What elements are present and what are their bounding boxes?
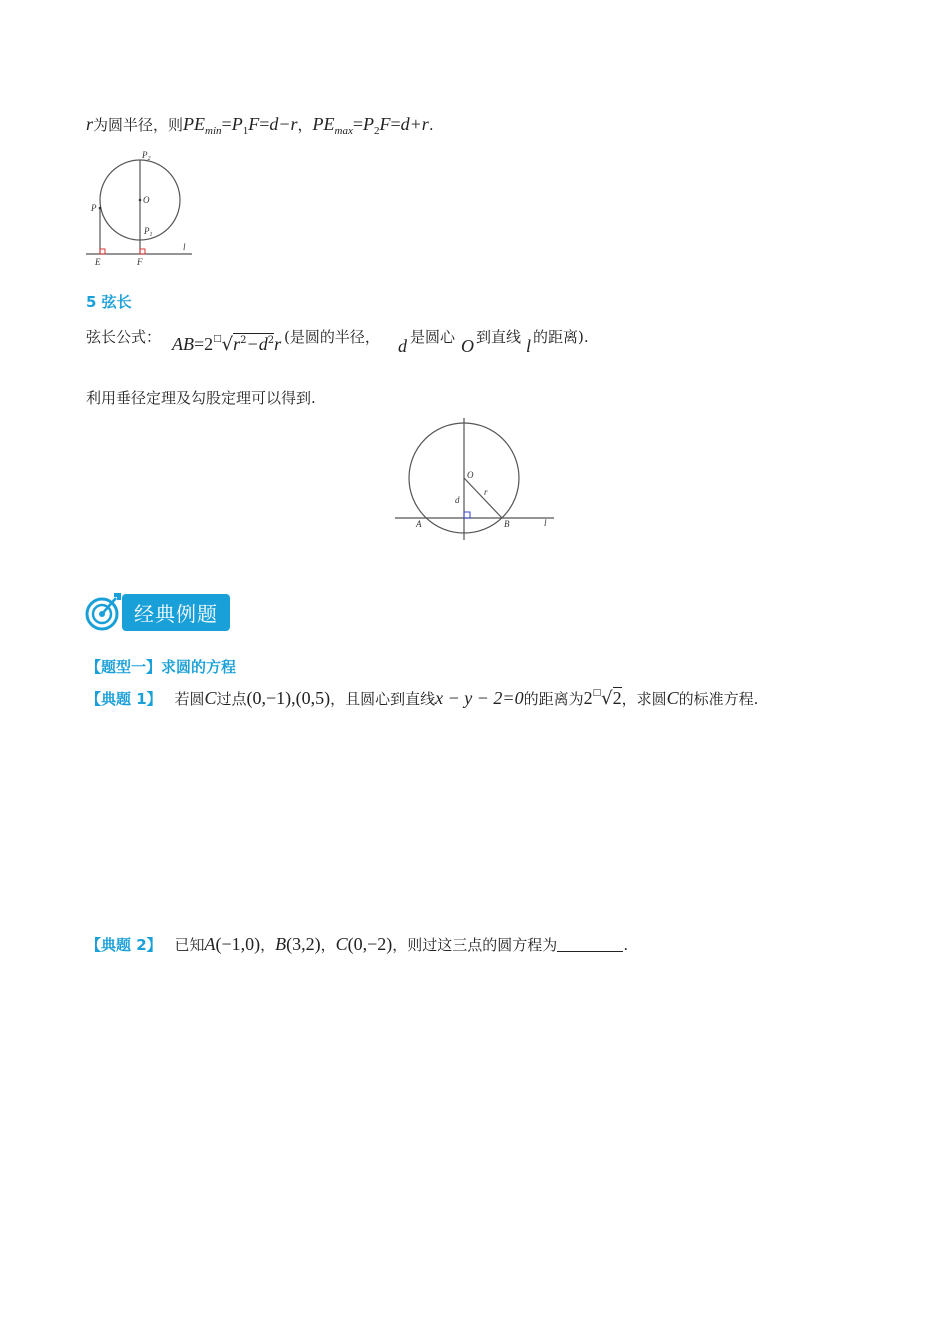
point-o [139,199,142,202]
question-2-label: 【典题 2】 [86,936,162,954]
p1f: $P_1F$ [231,114,260,137]
label-l: l [183,242,186,252]
d-plus-r: d+r [400,114,429,134]
circle-line-figure-1 [84,148,196,270]
section-title-chord: 5 弦长 [86,293,132,311]
type-title-1: 【题型一】求圆的方程 [86,658,237,676]
l-var: l [526,336,532,356]
chord-formula-line: 弦长公式： [86,328,162,346]
right-angle [464,512,470,518]
theorem-line: 利用垂径定理及勾股定理可以得到. [86,389,316,407]
p2f: $P_2F$ [363,114,391,137]
label-o: O [467,470,474,480]
chord-desc-3: 到直线 [476,328,522,346]
pe-min: $PE_{min}$ [183,114,222,137]
chord-desc-4: 的距离). [533,328,589,346]
label-p: P [91,203,97,213]
text: 为圆半径，则 [93,116,184,134]
point-p [99,207,102,210]
label-l: l [544,518,547,528]
chord-desc: (是圆的半径， [284,328,380,346]
answer-blank[interactable] [557,937,623,952]
question-1: 【典题 1】 若圆C过点(0,−1),(0,5)，且圆心到直线x − y − 2=0的距离为2□√2，求圆C的标准方程. [86,688,759,709]
right-angle-e [100,249,105,254]
label-a: A [416,519,422,529]
label-p2: $P_2$ [142,150,151,162]
pe-max: $PE_{max}$ [312,114,353,137]
label-e: E [95,257,101,267]
question-1-label: 【典题 1】 [86,690,162,708]
label-o: O [143,195,150,205]
chord-formula: $AB=2^□√r^2-d^2r$ [172,334,282,355]
target-dart-icon [84,590,124,632]
label-r: r [484,487,488,497]
label-f: F [137,257,143,267]
banner-classic-examples: 经典例题 [122,594,230,631]
d-minus-r: d−r [269,114,298,134]
r-var-chord: r [274,334,282,354]
question-2: 【典题 2】 已知A(−1,0)，B(3,2)，C(0,−2)，则过这三点的圆方程为 . [86,934,629,954]
formula-line-pe: r为圆半径，则$PE_{min}=P_1F=d-r$，$PE_{max}=P_2F=d+r$. [86,114,434,137]
o-var: O [461,336,474,356]
r-var: r [86,114,94,134]
d-var: d [398,336,407,356]
chord-desc-2: 是圆心 [410,328,456,346]
right-angle-f [140,249,145,254]
label-p1: $P_1$ [144,226,153,238]
chord-figure [392,416,562,544]
label-d: d [455,495,460,505]
label-b: B [504,519,510,529]
